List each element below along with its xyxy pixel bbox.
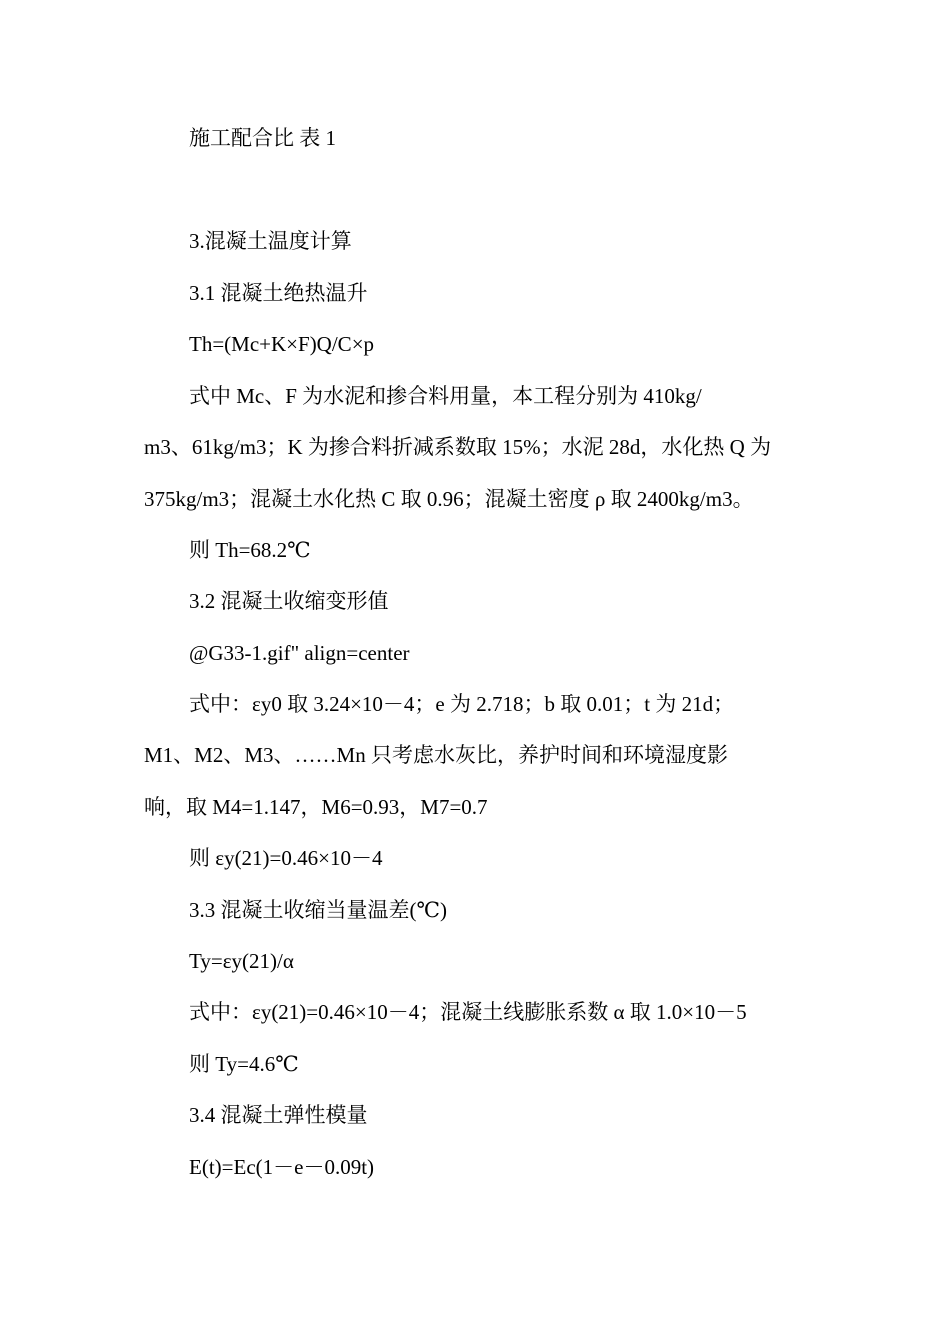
paragraph-line: 响，取 M4=1.147，M6=0.93，M7=0.7	[144, 795, 488, 819]
image-placeholder-text: @G33-1.gif" align=center	[189, 641, 410, 665]
paragraph-line: m3、61kg/m3；K 为掺合料折减系数取 15%；水泥 28d，水化热 Q 为	[144, 435, 772, 459]
result-th: 则 Th=68.2℃	[189, 538, 311, 562]
paragraph-line: M1、M2、M3、……Mn 只考虑水灰比，养护时间和环境湿度影	[144, 743, 728, 767]
formula-th: Th=(Mc+K×F)Q/C×p	[189, 332, 375, 356]
result-ty: 则 Ty=4.6℃	[189, 1052, 299, 1076]
paragraph-line: 375kg/m3；混凝土水化热 C 取 0.96；混凝土密度 ρ 取 2400kg/m3。	[144, 487, 754, 511]
result-epsilon: 则 εy(21)=0.46×10－4	[189, 846, 383, 870]
paragraph-line: 式中：εy0 取 3.24×10－4；e 为 2.718；b 取 0.01；t 为 21d；	[189, 692, 735, 716]
subsection-heading-3-4: 3.4 混凝土弹性模量	[189, 1103, 368, 1127]
paragraph-line: 式中 Mc、F 为水泥和掺合料用量，本工程分别为 410kg/	[189, 384, 702, 408]
subsection-heading-3-2: 3.2 混凝土收缩变形值	[189, 589, 389, 613]
section-heading-3: 3.混凝土温度计算	[189, 229, 352, 253]
paragraph-line: 式中：εy(21)=0.46×10－4；混凝土线膨胀系数 α 取 1.0×10－5	[189, 1000, 747, 1024]
table-caption: 施工配合比 表 1	[189, 126, 336, 150]
subsection-heading-3-3: 3.3 混凝土收缩当量温差(℃)	[189, 898, 447, 922]
formula-ty: Ty=εy(21)/α	[189, 949, 294, 973]
subsection-heading-3-1: 3.1 混凝土绝热温升	[189, 281, 368, 305]
formula-et: E(t)=Ec(1－e－0.09t)	[189, 1155, 375, 1179]
